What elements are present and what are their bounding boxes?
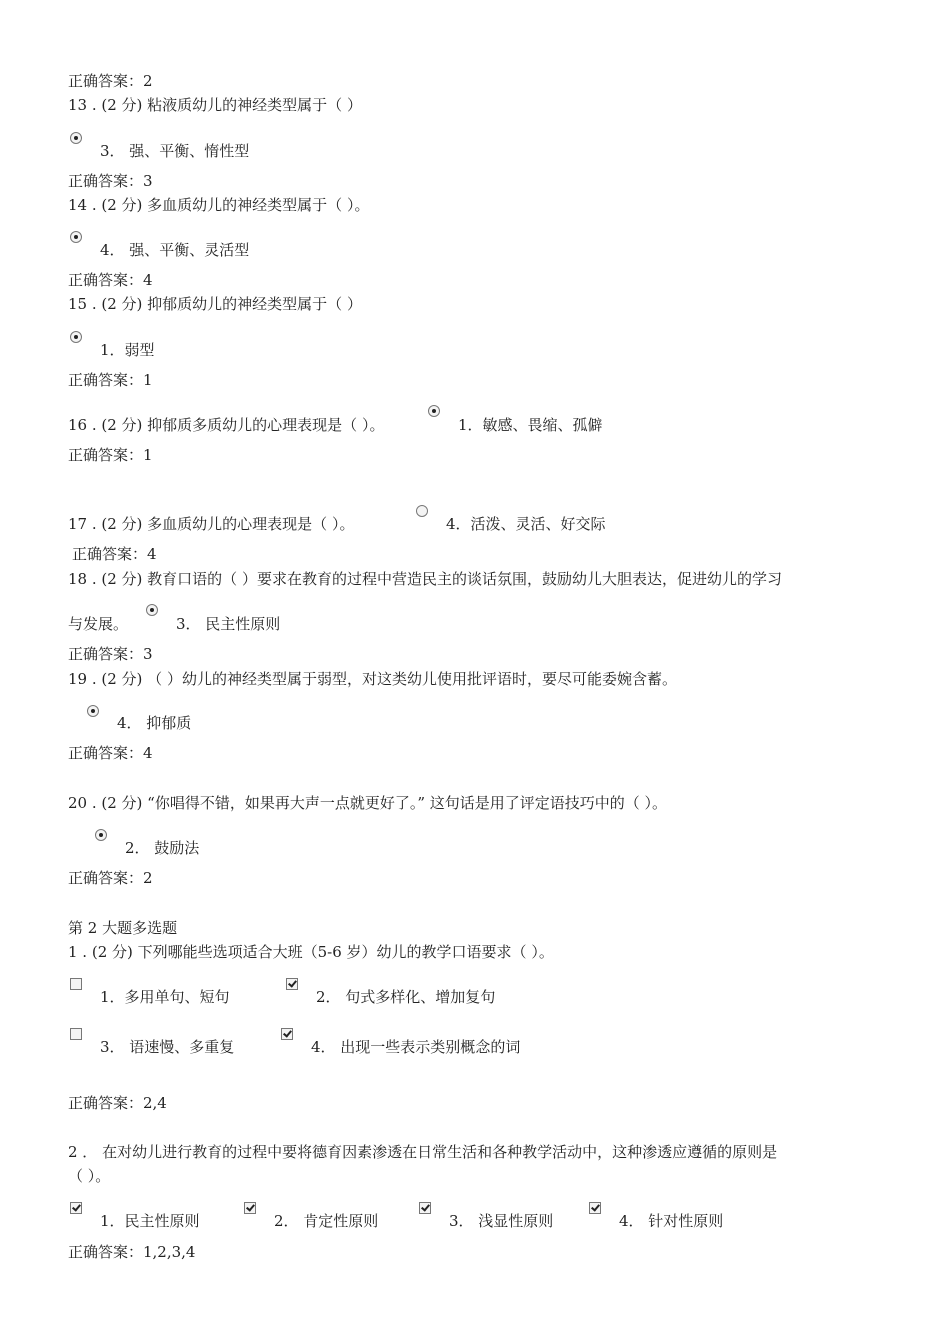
answer-multi-2: 正确答案：1,2,3,4 — [68, 1243, 196, 1261]
q13-option-label: 3． 强、平衡、惰性型 — [100, 142, 250, 160]
question-20: 20 . (2 分) “你唱得不错，如果再大声一点就更好了。” 这句话是用了评定语技巧中的（ ）。 — [68, 794, 668, 812]
multi-question-1: 1 . (2 分) 下列哪能些选项适合大班（5-6 岁）幼儿的教学口语要求（ ）。 — [68, 943, 554, 961]
q19-option-radio[interactable] — [87, 705, 99, 717]
m2-option2-label: 2． 肯定性原则 — [274, 1212, 379, 1230]
q13-option-radio[interactable] — [70, 132, 82, 144]
answer-12: 正确答案：2 — [68, 72, 153, 90]
m2-option1-checkbox[interactable] — [70, 1202, 82, 1214]
question-16: 16 . (2 分) 抑郁质多质幼儿的心理表现是（ ）。 — [68, 416, 385, 434]
multi-question-2-line2: （ ）。 — [68, 1167, 111, 1185]
answer-multi-1: 正确答案：2,4 — [68, 1094, 167, 1112]
question-14: 14 . (2 分) 多血质幼儿的神经类型属于（ ）。 — [68, 196, 370, 214]
m1-option3-label: 3． 语速慢、多重复 — [100, 1038, 235, 1056]
answer-20: 正确答案：2 — [68, 869, 153, 887]
m1-option1-checkbox[interactable] — [70, 978, 82, 990]
m2-option3-checkbox[interactable] — [419, 1202, 431, 1214]
q15-option-label: 1．弱型 — [100, 341, 155, 359]
q17-option-label: 4．活泼、灵活、好交际 — [446, 515, 606, 533]
q18-option-radio[interactable] — [146, 604, 158, 616]
question-17: 17 . (2 分) 多血质幼儿的心理表现是（ ）。 — [68, 515, 355, 533]
q14-option-radio[interactable] — [70, 231, 82, 243]
section-2-heading: 第 2 大题多选题 — [68, 919, 178, 937]
answer-17: 正确答案：4 — [72, 545, 157, 563]
answer-19: 正确答案：4 — [68, 744, 153, 762]
answer-18: 正确答案：3 — [68, 645, 153, 663]
m1-option4-label: 4． 出现一些表示类别概念的词 — [311, 1038, 521, 1056]
question-18-line2: 与发展。 — [68, 615, 129, 633]
m1-option2-checkbox[interactable] — [286, 978, 298, 990]
q17-option-radio[interactable] — [416, 505, 428, 517]
q16-option-radio[interactable] — [428, 405, 440, 417]
q18-option-label: 3． 民主性原则 — [176, 615, 281, 633]
m2-option1-label: 1．民主性原则 — [100, 1212, 200, 1230]
question-15: 15 . (2 分) 抑郁质幼儿的神经类型属于（ ） — [68, 295, 362, 313]
question-13: 13 . (2 分) 粘液质幼儿的神经类型属于（ ） — [68, 96, 362, 114]
answer-13: 正确答案：3 — [68, 172, 153, 190]
question-18-line1: 18 . (2 分) 教育口语的（ ）要求在教育的过程中营造民主的谈话氛围，鼓励幼儿大胆表达，促进幼儿的学习 — [68, 570, 782, 588]
m2-option3-label: 3． 浅显性原则 — [449, 1212, 554, 1230]
answer-14: 正确答案：4 — [68, 271, 153, 289]
m2-option4-label: 4． 针对性原则 — [619, 1212, 724, 1230]
answer-15: 正确答案：1 — [68, 371, 153, 389]
m1-option3-checkbox[interactable] — [70, 1028, 82, 1040]
m1-option1-label: 1．多用单句、短句 — [100, 988, 230, 1006]
q20-option-label: 2． 鼓励法 — [125, 839, 200, 857]
q20-option-radio[interactable] — [95, 829, 107, 841]
m1-option2-label: 2． 句式多样化、增加复句 — [316, 988, 496, 1006]
q16-option-label: 1．敏感、畏缩、孤僻 — [458, 416, 603, 434]
multi-question-2-line1: 2 ． 在对幼儿进行教育的过程中要将德育因素渗透在日常生活和各种教学活动中，这种渗透应遵循的原则是 — [68, 1143, 778, 1161]
q19-option-label: 4． 抑郁质 — [117, 714, 192, 732]
q14-option-label: 4． 强、平衡、灵活型 — [100, 241, 250, 259]
question-19: 19 . (2 分) （ ）幼儿的神经类型属于弱型，对这类幼儿使用批评语时，要尽可能委婉含蓄。 — [68, 670, 677, 688]
q15-option-radio[interactable] — [70, 331, 82, 343]
m2-option4-checkbox[interactable] — [589, 1202, 601, 1214]
m2-option2-checkbox[interactable] — [244, 1202, 256, 1214]
m1-option4-checkbox[interactable] — [281, 1028, 293, 1040]
answer-16: 正确答案：1 — [68, 446, 153, 464]
